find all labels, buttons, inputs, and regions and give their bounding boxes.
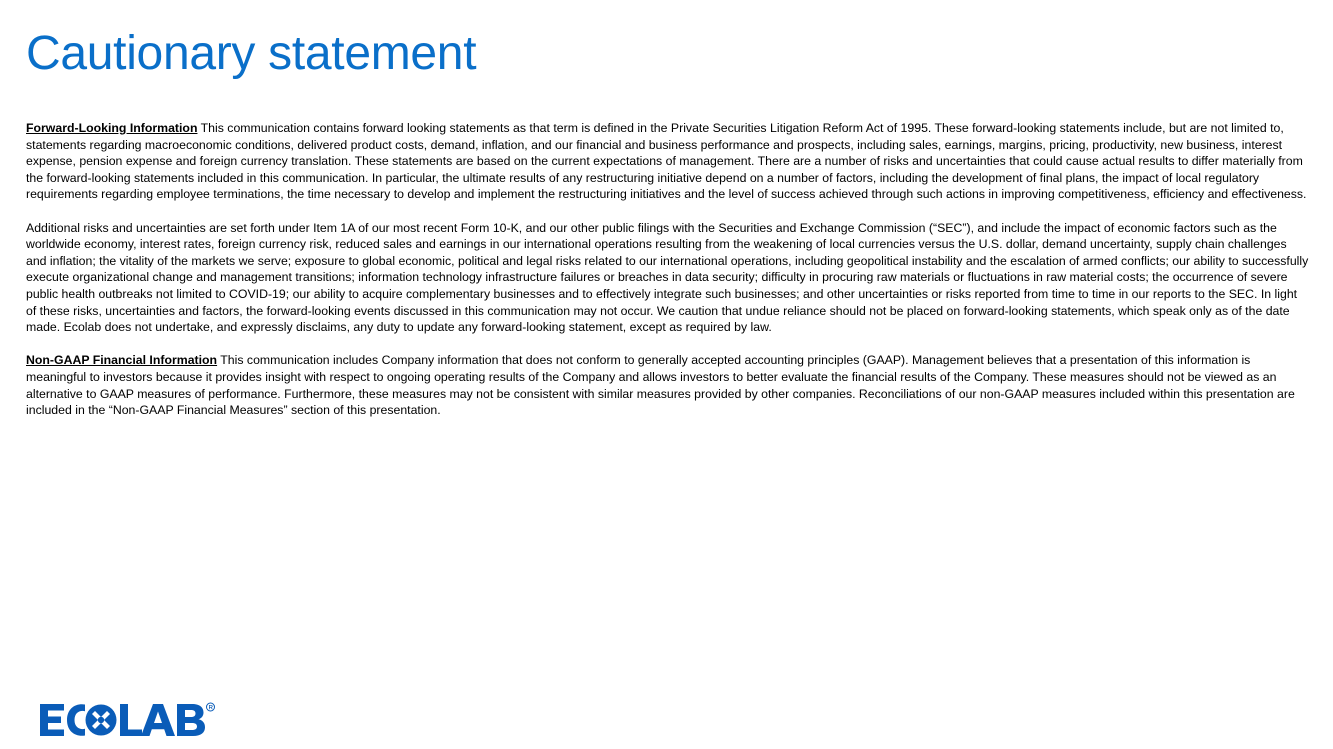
non-gaap-paragraph bbox=[26, 352, 1310, 418]
forward-looking-paragraph bbox=[26, 120, 1310, 203]
additional-risks-text: Additional risks and uncertainties are set forth under Item 1A of our most recent Form 10-K, and our other public filings with the Securities and Exchange Commission (“SEC”), and include the impact of economic factors such as the worldwide economy, interest rates, foreign currency risk, reduced sales and earnings in our international operations resulting from the weakening of local currencies versus the U.S. dollar, demand uncertainty, supply chain challenges and inflation; the vitality of the markets we serve; exposure to global economic, political and legal risks related to our international operations, including geopolitical instability and the escalation of armed conflicts; our ability to successfully execute organizational change and management transitions; information technology infrastructure failures or breaches in data security; difficulty in procuring raw materials or fluctuations in raw material costs; the occurrence of severe public health outbreaks not limited to COVID-19; our ability to acquire complementary businesses and to effectively integrate such businesses; and other uncertainties or risks reported from time to time in our reports to the SEC. In light of these risks, uncertainties and factors, the forward-looking events discussed in this communication may not occur. We caution that undue reliance should not be placed on forward-looking statements, which speak only as of the date made. Ecolab does not undertake, and expressly disclaims, any duty to update any forward-looking statement, except as required by law. bbox=[26, 220, 1309, 335]
non-gaap-heading: Non-GAAP Financial Information bbox=[26, 353, 218, 368]
disclaimer-body bbox=[26, 120, 1310, 435]
ecolab-logo-icon bbox=[40, 702, 215, 740]
non-gaap-text: This communication includes Company information that does not conform to generally accepted accounting principles (GAAP). Management believes that a presentation of this information is meaningful to investors because it provides insight with respect to ongoing operating results of the Company and allows investors to better evaluate the financial results of the Company. These measures should not be viewed as an alternative to GAAP measures of performance. Furthermore, these measures may not be consistent with similar measures provided by other companies. Reconciliations of our non-GAAP measures included within this presentation are included in the “Non-GAAP Financial Measures” section of this presentation. bbox=[26, 353, 1295, 418]
forward-looking-text: This communication contains forward looking statements as that term is defined in the Private Securities Litigation Reform Act of 1995. These forward-looking statements include, but are not limited to, statements regarding macroeconomic conditions, delivered product costs, demand, inflation, and our financial and business performance and prospects, including sales, earnings, margins, pricing, productivity, new business, interest expense, pension expense and foreign currency translation. These statements are based on the current expectations of management. There are a number of risks and uncertainties that could cause actual results to differ materially from the forward-looking statements included in this communication. In particular, the ultimate results of any restructuring initiative depend on a number of factors, including the development of final plans, the impact of local regulatory requirements regarding employee terminations, the time necessary to develop and implement the restructuring initiatives and the level of success achieved through such actions in improving competitiveness, efficiency and effectiveness. bbox=[26, 121, 1307, 202]
ecolab-logo-icon bbox=[40, 702, 215, 738]
additional-risks-paragraph bbox=[26, 220, 1310, 336]
forward-looking-heading: Forward-Looking Information bbox=[26, 121, 198, 135]
page-title: Cautionary statement bbox=[26, 27, 477, 80]
